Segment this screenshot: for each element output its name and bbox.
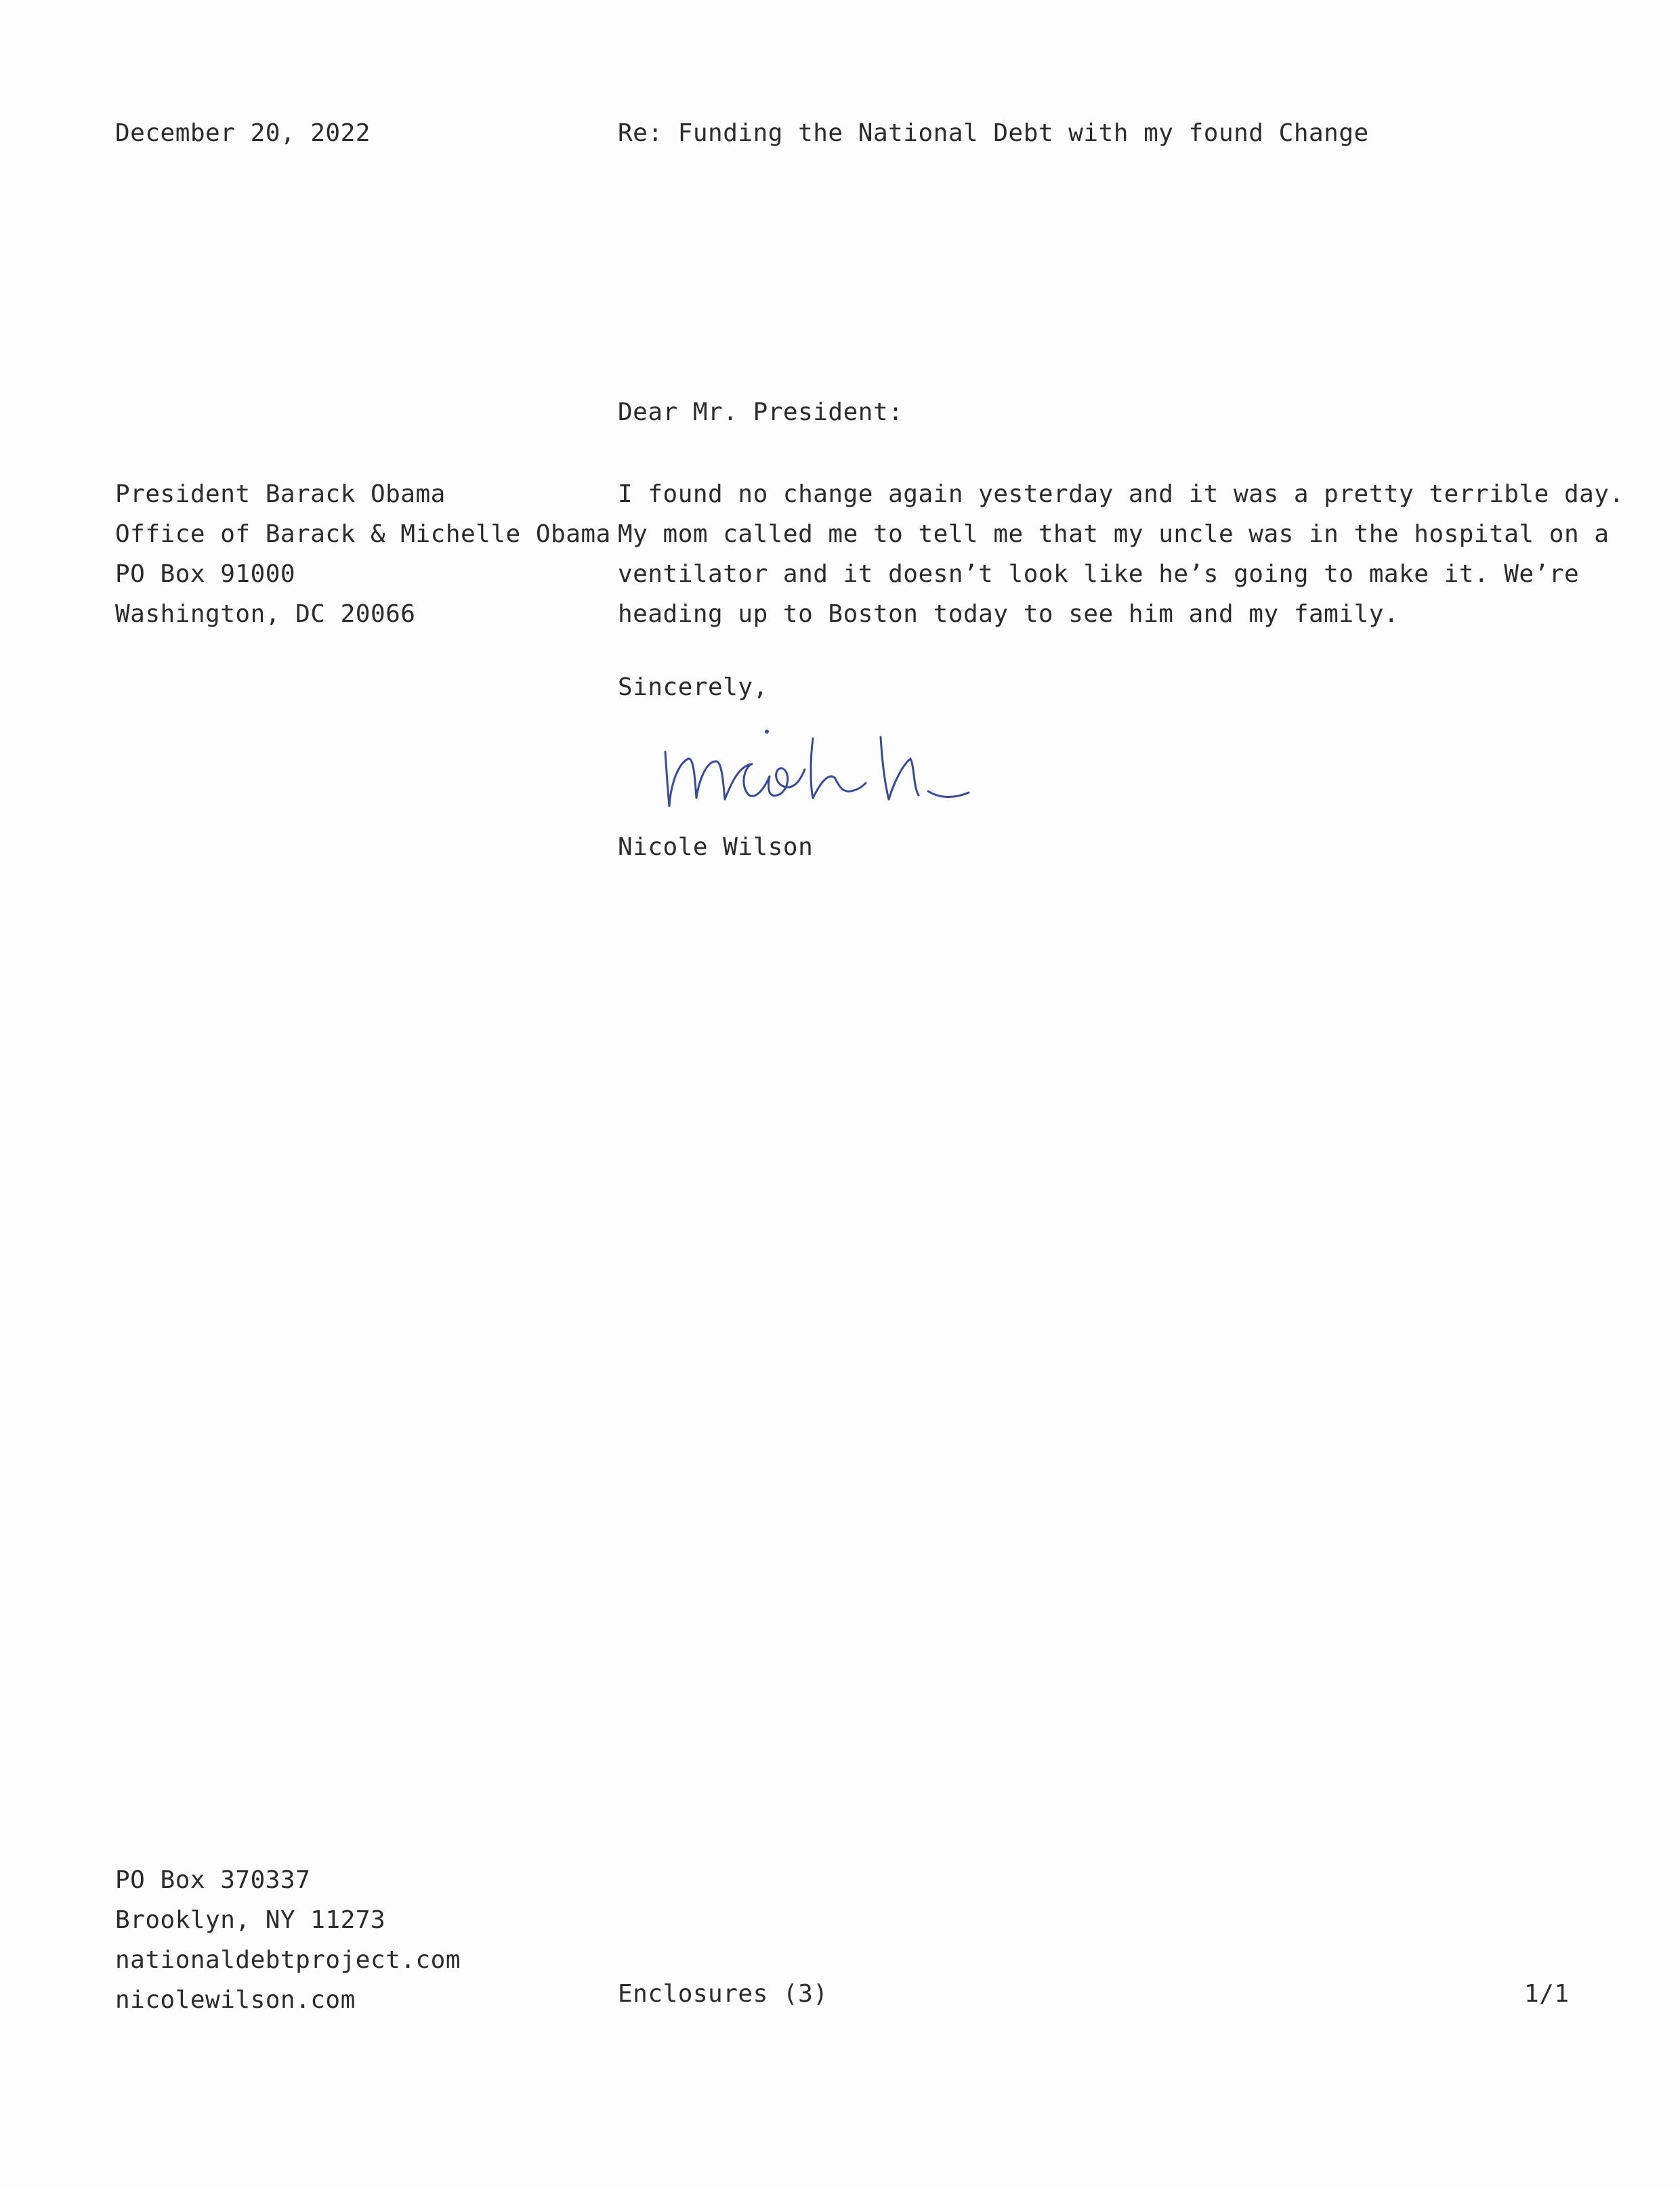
signature-dot (765, 730, 769, 734)
body-line: heading up to Boston today to see him and my family. (618, 600, 1400, 628)
sender-line: PO Box 370337 (115, 1866, 311, 1894)
letter-subject: Re: Funding the National Debt with my found Change (618, 119, 1369, 147)
recipient-line: Washington, DC 20066 (115, 600, 416, 628)
salutation: Dear Mr. President: (618, 398, 904, 426)
sender-line: Brooklyn, NY 11273 (115, 1906, 386, 1934)
sender-website: nicolewilson.com (115, 1986, 356, 2014)
body-line: My mom called me to tell me that my uncle was in the hospital on a (618, 520, 1610, 548)
recipient-address (115, 474, 611, 634)
signature-stroke (665, 737, 969, 806)
body-line: I found no change again yesterday and it was a pretty terrible day. (618, 480, 1624, 508)
enclosures-note: Enclosures (3) (618, 1980, 828, 2008)
recipient-line: Office of Barack & Michelle Obama (115, 520, 611, 548)
handwritten-signature (650, 711, 982, 820)
signer-name: Nicole Wilson (618, 833, 814, 861)
letter-body (618, 474, 1624, 634)
letter-date: December 20, 2022 (115, 119, 371, 147)
sender-website: nationaldebtproject.com (115, 1946, 461, 1974)
sender-address (115, 1860, 461, 2020)
closing: Sincerely, (618, 673, 768, 701)
body-line: ventilator and it doesn’t look like he’s going to make it. We’re (618, 560, 1580, 588)
recipient-line: PO Box 91000 (115, 560, 296, 588)
page-number: 1/1 (1524, 1980, 1570, 2008)
recipient-line: President Barack Obama (115, 480, 446, 508)
